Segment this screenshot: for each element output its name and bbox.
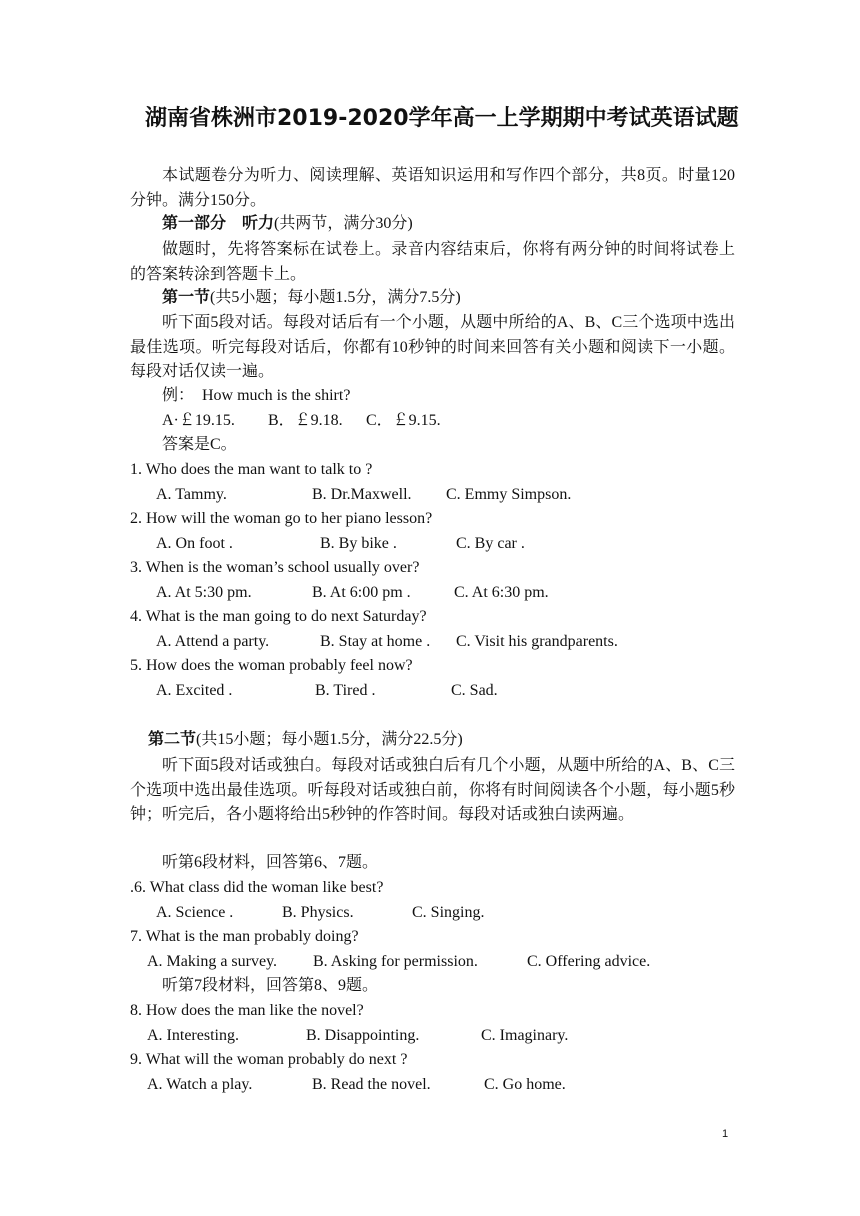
example-answer: 答案是C。 <box>162 436 237 453</box>
example-option-b: B．￡9.18. <box>268 412 343 429</box>
question-4-option-b: B. Stay at home . <box>320 633 431 650</box>
question-4: 4. What is the man going to do next Saturday? <box>130 608 427 625</box>
section1-heading-line <box>162 288 461 308</box>
question-9: 9. What will the woman probably do next ? <box>130 1051 408 1068</box>
example-option-a: A·￡19.15. <box>162 412 235 429</box>
question-7: 7. What is the man probably doing? <box>130 928 359 945</box>
question-5-option-b: B. Tired . <box>315 682 376 699</box>
part1-heading-line <box>162 214 413 234</box>
question-8-option-b: B. Disappointing. <box>306 1027 420 1044</box>
question-5: 5. How does the woman probably feel now? <box>130 657 413 674</box>
question-5-option-a: A. Excited . <box>156 682 233 699</box>
material-6-heading: 听第6段材料，回答第6、7题。 <box>162 854 379 871</box>
question-9-option-a: A. Watch a play. <box>147 1076 253 1093</box>
example-option-c: C．￡9.15. <box>366 412 441 429</box>
section2-heading-line <box>148 730 463 750</box>
question-3-option-a: A. At 5:30 pm. <box>156 584 252 601</box>
part1-note: (共两节，满分30分) <box>274 215 413 232</box>
section2-instruction: 听下面5段对话或独白。每段对话或独白后有几个小题，从题中所给的A、B、C三个选项中选出最佳选项。听每段对话或独白前，你将有时间阅读各个小题，每小题5秒钟；听完后，各小题将给出5秒钟的作答时间。每段对话或独白读两遍。 <box>130 757 735 823</box>
question-2-option-b: B. By bike . <box>320 535 397 552</box>
question-6: .6. What class did the woman like best? <box>130 879 384 896</box>
material-7-heading: 听第7段材料，回答第8、9题。 <box>162 977 379 994</box>
section1-heading: 第一节 <box>162 289 211 306</box>
part1-instruction: 做题时，先将答案标在试卷上。录音内容结束后，你将有两分钟的时间将试卷上的答案转涂到答题卡上。 <box>130 241 735 283</box>
question-3-option-c: C. At 6:30 pm. <box>454 584 549 601</box>
section2-note: (共15小题；每小题1.5分，满分22.5分) <box>196 731 463 748</box>
question-8-option-a: A. Interesting. <box>147 1027 239 1044</box>
question-7-option-b: B. Asking for permission. <box>313 953 478 970</box>
part1-heading: 第一部分 听力 <box>162 215 275 232</box>
intro-paragraph: 本试题卷分为听力、阅读理解、英语知识运用和写作四个部分，共8页。时量120分钟。满分150分。 <box>130 167 735 209</box>
question-7-option-a: A. Making a survey. <box>147 953 278 970</box>
question-2: 2. How will the woman go to her piano lesson? <box>130 510 433 527</box>
section1-note: (共5小题；每小题1.5分，满分7.5分) <box>210 289 461 306</box>
question-1: 1. Who does the man want to talk to ? <box>130 461 373 478</box>
question-3: 3. When is the woman’s school usually over? <box>130 559 420 576</box>
example-question: 例： How much is the shirt? <box>162 387 351 404</box>
question-2-option-c: C. By car . <box>456 535 525 552</box>
question-1-option-b: B. Dr.Maxwell. <box>312 486 412 503</box>
page-number: 1 <box>722 1128 729 1140</box>
question-7-option-c: C. Offering advice. <box>527 953 651 970</box>
question-4-option-c: C. Visit his grandparents. <box>456 633 618 650</box>
question-4-option-a: A. Attend a party. <box>156 633 270 650</box>
section2-heading: 第二节 <box>148 731 197 748</box>
question-2-option-a: A. On foot . <box>156 535 233 552</box>
section1-instruction: 听下面5段对话。每段对话后有一个小题，从题中所给的A、B、C三个选项中选出最佳选项。听完每段对话后，你都有10秒钟的时间来回答有关小题和阅读下一小题。每段对话仅读一遍。 <box>130 314 735 380</box>
question-1-option-a: A. Tammy. <box>156 486 227 503</box>
question-6-option-b: B. Physics. <box>282 904 354 921</box>
question-9-option-b: B. Read the novel. <box>312 1076 431 1093</box>
question-8: 8. How does the man like the novel? <box>130 1002 364 1019</box>
question-8-option-c: C. Imaginary. <box>481 1027 569 1044</box>
question-3-option-b: B. At 6:00 pm . <box>312 584 411 601</box>
question-1-option-c: C. Emmy Simpson. <box>446 486 572 503</box>
question-5-option-c: C. Sad. <box>451 682 498 699</box>
question-6-option-a: A. Science . <box>156 904 234 921</box>
page-title: 湖南省株洲市2019-2020学年高一上学期期中考试英语试题 <box>145 106 739 131</box>
question-6-option-c: C. Singing. <box>412 904 485 921</box>
question-9-option-c: C. Go home. <box>484 1076 566 1093</box>
